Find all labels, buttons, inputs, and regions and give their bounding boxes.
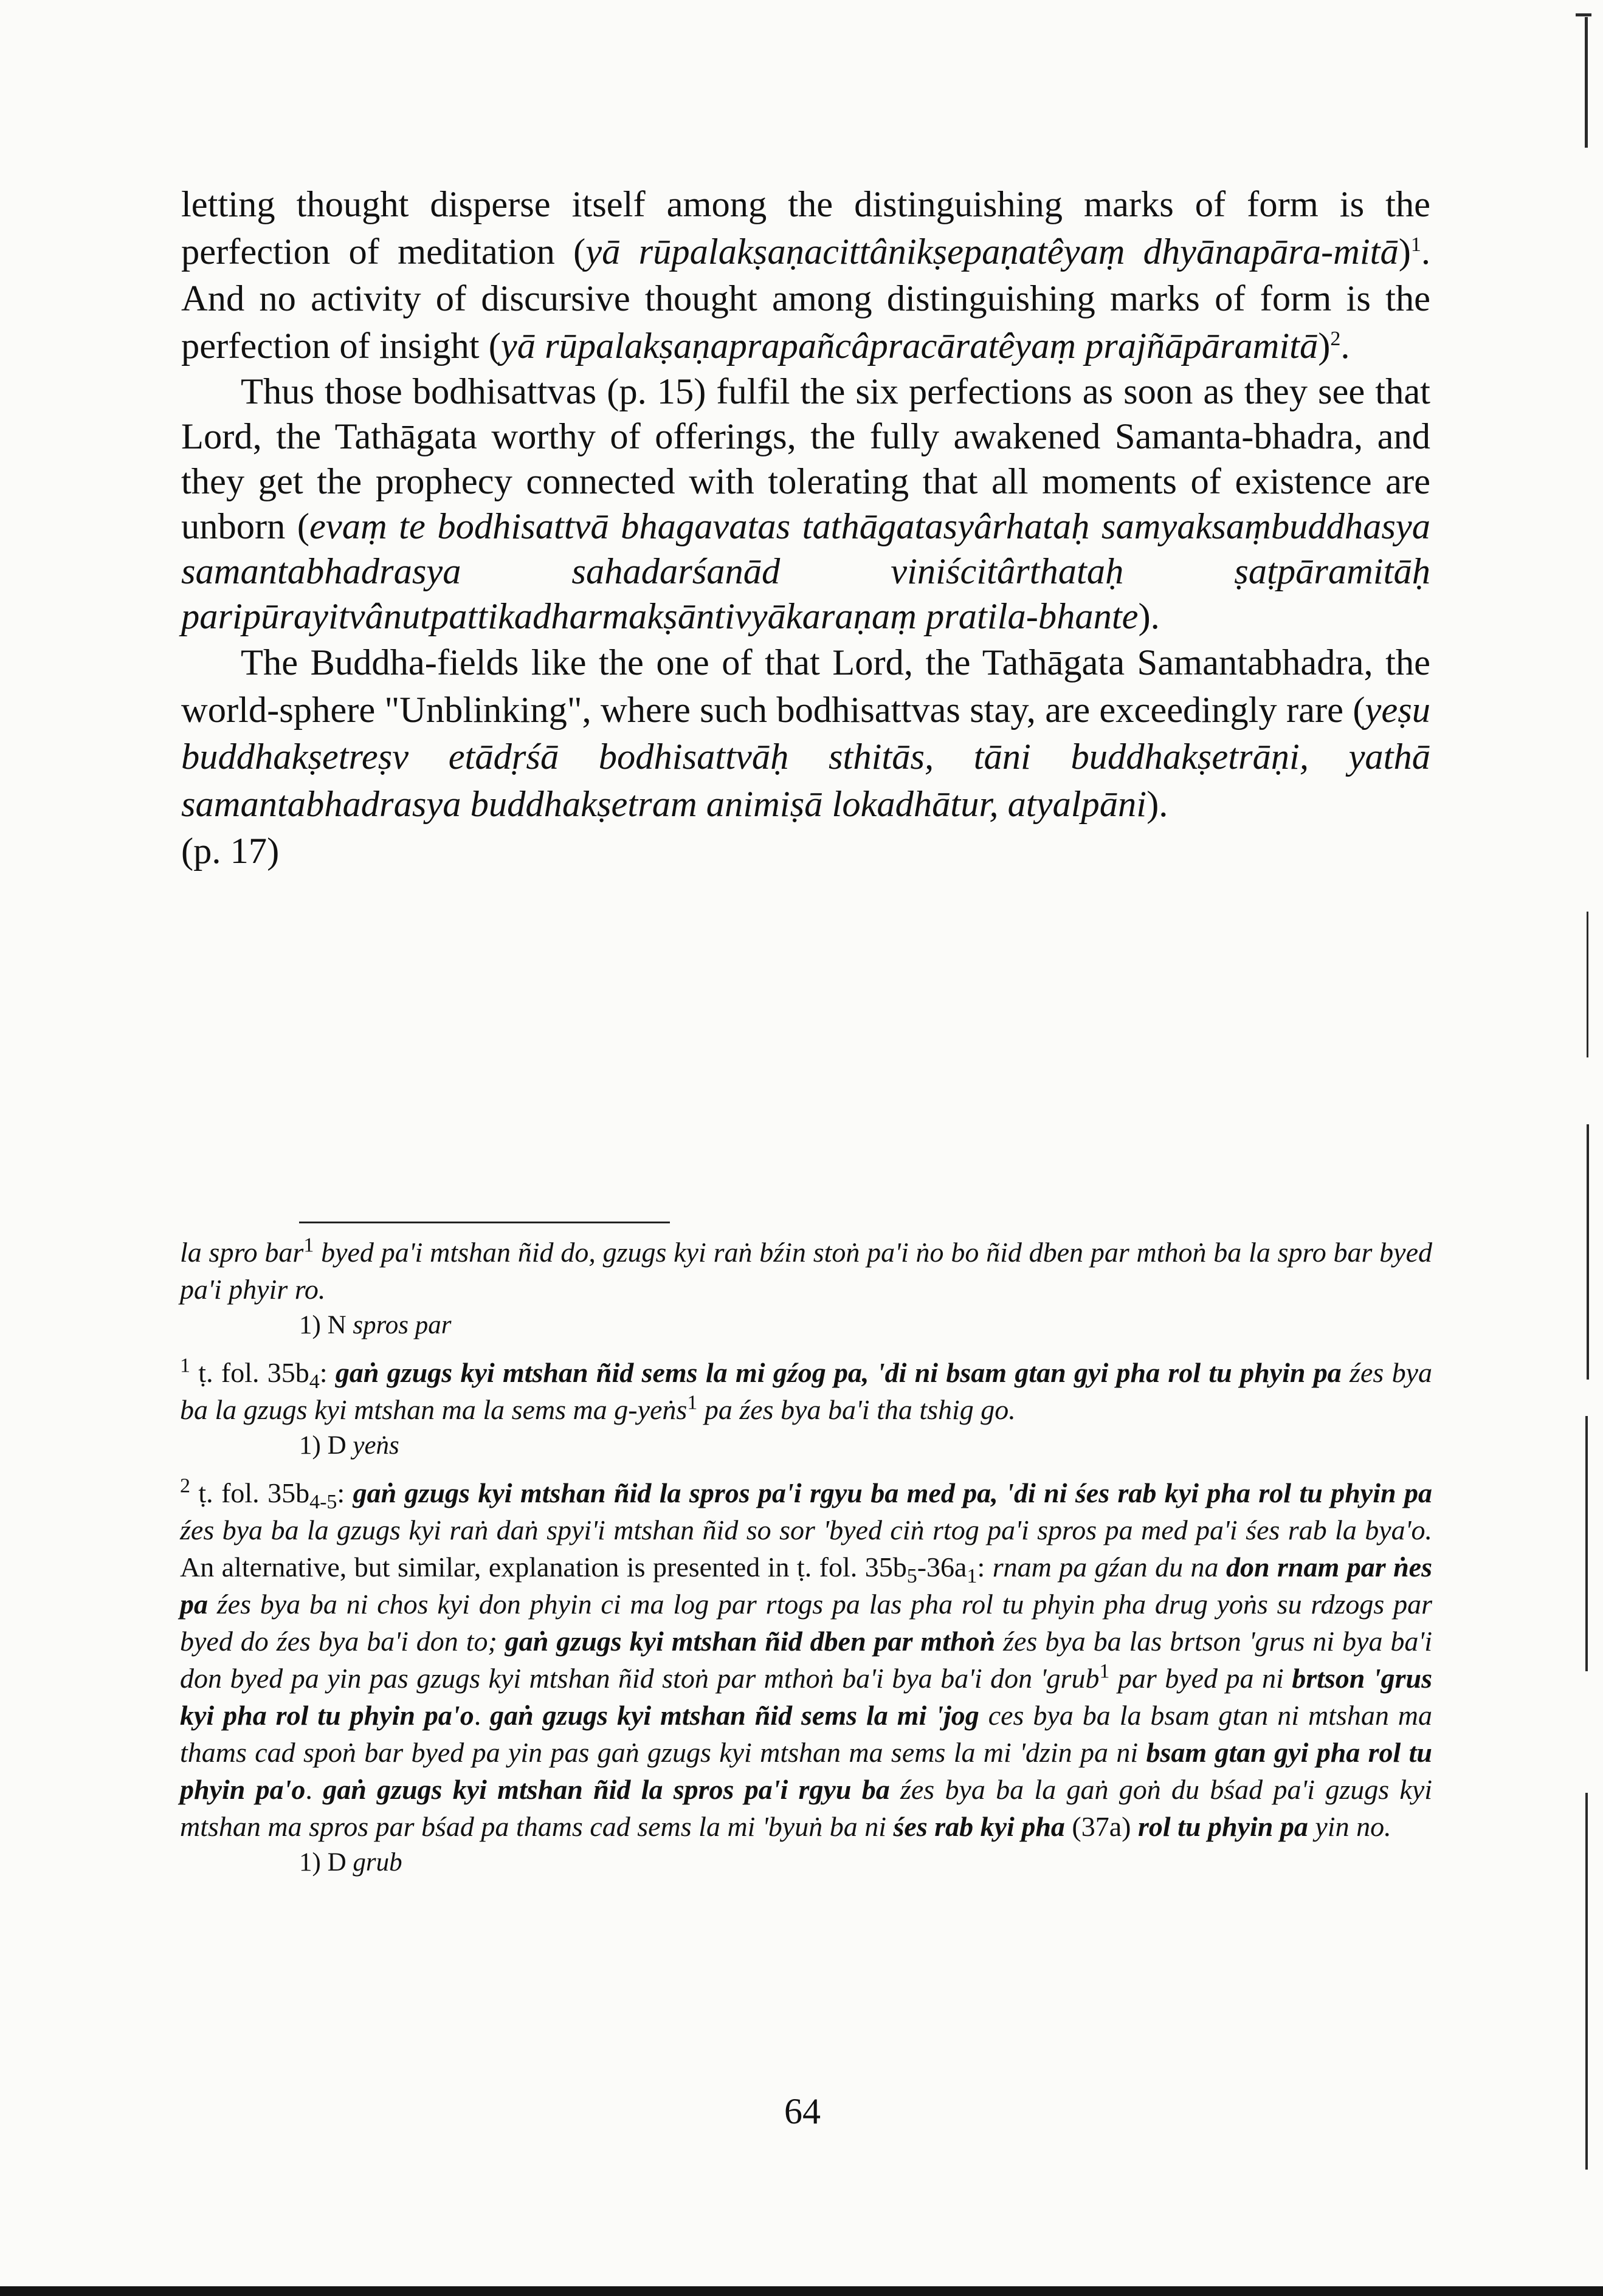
main-text xyxy=(181,181,1430,875)
variant-ref: 1 xyxy=(303,1234,314,1257)
tibetan-commentary: yin no. xyxy=(1308,1811,1391,1842)
tibetan-commentary: źes bya ba ni chos kyi don phyin ci ma log par rtogs pa las pha rol tu phyin pha drug yoṅs su rdzogs par byed do źes bya ba'i don to; xyxy=(180,1589,1432,1657)
scan-edge-mark xyxy=(1587,912,1588,1057)
sanskrit-quote: evaṃ te bodhisattvā bhagavatas tathāgatasyârhataḥ samyaksaṃbuddhasya samantabhadrasya sahadarśanād viniścitârthataḥ ṣaṭpāramitāḥ paripūrayitvânutpattikadharmakṣāntivyākaraṇaṃ pratila-bhante xyxy=(181,506,1431,637)
p2-text: ). xyxy=(1138,596,1160,637)
tibetan-text: byed pa'i mtshan ñid do, gzugs kyi raṅ bźin stoṅ pa'i ṅo bo ñid dben par mthoṅ ba la spro bar byed pa'i phyir ro. xyxy=(180,1237,1432,1305)
tibetan-root-text: gaṅ gzugs kyi mtshan ñid sems la mi 'jog xyxy=(490,1700,979,1731)
tibetan-root-text: gaṅ gzugs kyi mtshan ñid la spros pa'i rgyu ba med pa, 'di ni śes rab kyi pha rol tu phyin pa xyxy=(353,1477,1432,1508)
footnote-separator xyxy=(299,1222,670,1223)
punctuation: . xyxy=(305,1774,323,1805)
variant-ref: 1 xyxy=(1099,1660,1110,1683)
tibetan-commentary: ces bya ba la bsam gtan ni mtshan ma thams cad spoṅ bar byed pa yin pas gaṅ gzugs kyi mtshan ma sems la mi 'dzin pa ni xyxy=(180,1700,1433,1768)
scan-edge-mark xyxy=(1585,1416,1588,1671)
footnote-ref-2: 2 xyxy=(1330,327,1341,350)
paragraph-1 xyxy=(181,181,1430,369)
scan-edge-mark xyxy=(1585,17,1588,148)
tibetan-commentary: pa źes bya ba'i tha tshig go. xyxy=(697,1394,1016,1425)
tibetan-root-text: rol tu phyin pa xyxy=(1137,1811,1308,1842)
p3-text: The Buddha-fields like the one of that Lord, the Tathāgata Samantabhadra, the world-sphere "Unblinking", where such bodhisattvas stay, are exceedingly rare ( xyxy=(181,642,1430,730)
p1-text: letting thought disperse itself among the distinguishing marks of form is the perfection of meditation ( xyxy=(181,184,1430,272)
tibetan-root-text: śes rab kyi pha xyxy=(893,1811,1065,1842)
sanskrit-quote: yeṣu buddhakṣetreṣv etādṛśā bodhisattvāḥ sthitās, tāni buddhakṣetrāṇi, yathā samantabhadrasya buddhakṣetram animiṣā lokadhātur, atyalpāni xyxy=(181,689,1430,825)
folio-ref: ṭ. fol. 35b xyxy=(190,1357,309,1388)
tibetan-commentary: par byed pa ni xyxy=(1109,1663,1292,1694)
footnotes xyxy=(180,1234,1432,1880)
tibetan-root-text: brtson 'grus kyi pha rol tu phyin pa'o xyxy=(180,1663,1432,1731)
variant-reading xyxy=(180,1428,1432,1463)
footnote-2 xyxy=(180,1474,1432,1845)
folio-line: 1 xyxy=(967,1565,977,1588)
footnote-continuation xyxy=(180,1234,1432,1308)
scan-bottom-edge xyxy=(0,2286,1603,2296)
variant-reading xyxy=(180,1308,1432,1343)
paragraph-3 xyxy=(181,639,1430,875)
editor-note: -36a xyxy=(917,1552,967,1583)
footnote-1 xyxy=(180,1354,1432,1428)
tibetan-root-text: don rnam par ṅes pa xyxy=(180,1552,1432,1620)
scan-edge-mark xyxy=(1587,1124,1589,1380)
tibetan-commentary: źes bya ba la gzugs kyi raṅ daṅ spyi'i mtshan ñid so sor 'byed ciṅ rtog pa'i spros pa med pa'i śes rab la bya'o. xyxy=(180,1514,1432,1545)
editor-note: : xyxy=(977,1552,993,1583)
folio-ref: (37a) xyxy=(1064,1811,1138,1842)
folio-ref: : xyxy=(319,1357,336,1388)
variant-text: spros par xyxy=(353,1311,452,1339)
footnote-number: 2 xyxy=(180,1474,190,1497)
variant-text: yeṅs xyxy=(353,1431,399,1460)
punctuation: . xyxy=(474,1700,491,1731)
scan-edge-mark xyxy=(1576,13,1591,16)
tibetan-root-text: gaṅ gzugs kyi mtshan ñid sems la mi gźog pa, 'di ni bsam gtan gyi pha rol tu phyin pa xyxy=(335,1357,1342,1388)
editor-note: An alternative, but similar, explanation is presented in ṭ. fol. 35b xyxy=(180,1552,907,1583)
footnote-number: 1 xyxy=(180,1354,190,1377)
p2-text: Thus those bodhisattvas (p. 15) fulfil the six perfections as soon as they see that Lord, the Tathāgata worthy of offerings, the fully awakened Samanta-bhadra, and they get the prophecy connected with tolerating that all moments of existence are unborn ( xyxy=(181,371,1430,547)
folio-ref: ṭ. fol. 35b xyxy=(190,1477,310,1508)
variant-label: 1) D xyxy=(299,1431,353,1460)
folio-line: 4 xyxy=(309,1370,320,1394)
tibetan-root-text: gaṅ gzugs kyi mtshan ñid dben par mthoṅ xyxy=(505,1626,996,1657)
variant-label: 1) N xyxy=(299,1311,353,1339)
tibetan-commentary: źes bya ba la gaṅ goṅ du bśad pa'i gzugs kyi mtshan ma spros par bśad pa thams cad sems la mi 'byuṅ ba ni xyxy=(180,1774,1433,1842)
p1-text: . And no activity of discursive thought among distinguishing marks of form is the perfection of insight ( xyxy=(181,231,1431,366)
p1-text: . xyxy=(1340,325,1350,366)
scan-edge-mark xyxy=(1585,1793,1588,2170)
variant-label: 1) D xyxy=(299,1848,353,1877)
folio-line: 4-5 xyxy=(309,1491,337,1514)
footnote-ref-1: 1 xyxy=(1410,233,1421,256)
p3-text: ). xyxy=(1146,783,1168,825)
p1-text: ) xyxy=(1398,231,1411,272)
sanskrit-quote: yā rūpalakṣaṇacittânikṣepaṇatêyaṃ dhyānapāra-mitā xyxy=(585,231,1399,272)
tibetan-root-text: bsam gtan gyi pha rol tu phyin pa'o xyxy=(180,1737,1432,1805)
tibetan-commentary: źes bya ba las brtson 'grus ni bya ba'i don byed pa yin pas gzugs kyi mtshan ñid stoṅ par mthoṅ ba'i bya ba'i don 'grub xyxy=(180,1626,1433,1694)
tibetan-text: la spro bar xyxy=(180,1237,304,1268)
page-reference: (p. 17) xyxy=(181,831,280,871)
tibetan-commentary: źes bya ba la gzugs kyi mtshan ma la sems ma g-yeṅs xyxy=(180,1357,1432,1425)
variant-reading xyxy=(180,1845,1432,1880)
variant-ref: 1 xyxy=(687,1391,698,1414)
sanskrit-quote: yā rūpalakṣaṇaprapañcâpracāratêyaṃ prajñāpāramitā xyxy=(500,325,1319,366)
folio-line: 5 xyxy=(906,1565,917,1588)
variant-text: grub xyxy=(353,1848,402,1877)
tibetan-root-text: gaṅ gzugs kyi mtshan ñid la spros pa'i rgyu ba xyxy=(323,1774,890,1805)
paragraph-2 xyxy=(181,369,1430,639)
p1-text: ) xyxy=(1318,325,1331,366)
tibetan-commentary: rnam pa gźan du na xyxy=(992,1552,1226,1583)
page-number: 64 xyxy=(784,2091,821,2131)
folio-ref: : xyxy=(337,1477,353,1508)
